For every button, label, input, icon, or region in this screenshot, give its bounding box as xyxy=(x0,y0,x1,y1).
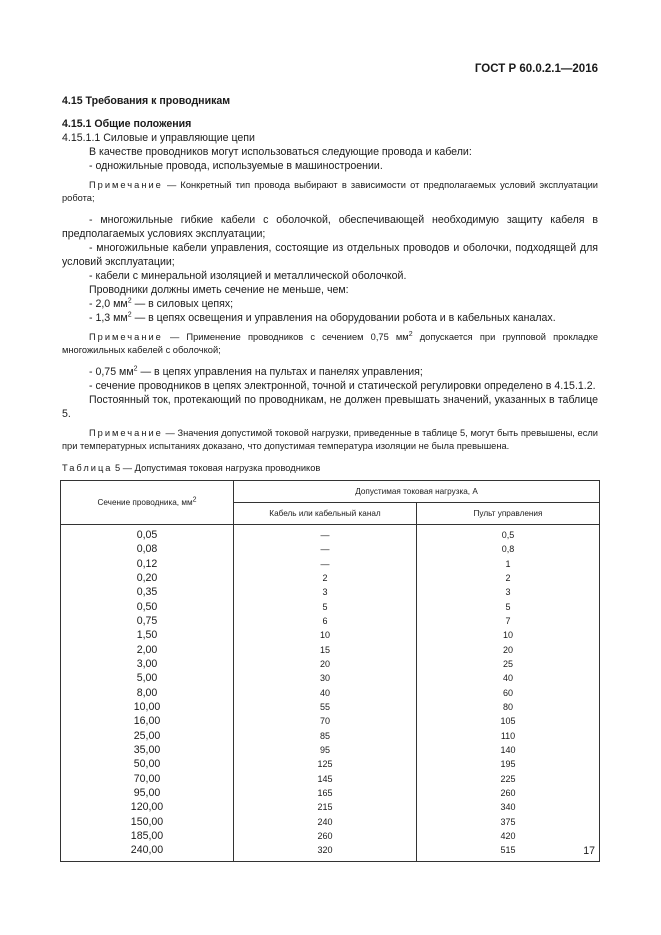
table-cell: 515 xyxy=(417,843,600,861)
note-text: — Конкретный тип провода выбирают в зависимости от предполагаемых условий эксплуатации робота; xyxy=(62,180,599,203)
table-cell: 85 xyxy=(234,729,417,743)
table-cell: 60 xyxy=(417,686,600,700)
table-cell: 145 xyxy=(234,772,417,786)
subsection-heading: 4.15.1 Общие положения xyxy=(62,118,192,130)
note xyxy=(62,179,598,205)
table-row xyxy=(61,585,600,599)
table-cell: 7 xyxy=(417,614,600,628)
table-row xyxy=(61,700,600,714)
table-cell: 30 xyxy=(234,671,417,685)
table-row xyxy=(61,772,600,786)
table-cell: 0,50 xyxy=(61,600,234,614)
table-cell: 340 xyxy=(417,800,600,814)
table-cell: 95 xyxy=(234,743,417,757)
table-cell: 2 xyxy=(417,571,600,585)
table-cell: 25,00 xyxy=(61,729,234,743)
table-row xyxy=(61,557,600,571)
document-id: ГОСТ Р 60.0.2.1—2016 xyxy=(474,63,598,75)
table-row xyxy=(61,671,600,685)
table-cell: 225 xyxy=(417,772,600,786)
table-cell: 105 xyxy=(417,714,600,728)
table-cell: 420 xyxy=(417,829,600,843)
table-cell: 70 xyxy=(234,714,417,728)
table-cell: 215 xyxy=(234,800,417,814)
note-label: Примечание xyxy=(89,180,163,190)
table-cell: 5 xyxy=(234,600,417,614)
table-cell: — xyxy=(234,525,417,543)
table-row xyxy=(61,542,600,556)
table-cell: 5,00 xyxy=(61,671,234,685)
column-group-header: Допустимая токовая нагрузка, А xyxy=(234,481,600,503)
table-row xyxy=(61,657,600,671)
current-load-table xyxy=(60,480,600,862)
table-row xyxy=(61,643,600,657)
table-cell: 10 xyxy=(417,628,600,642)
table-cell: 35,00 xyxy=(61,743,234,757)
table-cell: 10,00 xyxy=(61,700,234,714)
table-row xyxy=(61,686,600,700)
note-label: Примечание xyxy=(89,332,163,342)
table-row xyxy=(61,815,600,829)
table-cell: 240 xyxy=(234,815,417,829)
page-number: 17 xyxy=(583,845,595,857)
table-cell: 375 xyxy=(417,815,600,829)
page-content xyxy=(62,91,598,862)
table-cell: 125 xyxy=(234,757,417,771)
column-header-panel: Пульт управления xyxy=(417,503,600,525)
list-item: - сечение проводников в цепях электронной, точной и статической регулировки определено в 4.15.1.2. xyxy=(89,380,596,392)
table-cell: 140 xyxy=(417,743,600,757)
list-item: - кабели с минеральной изоляцией и металлической оболочкой. xyxy=(89,270,407,282)
table-cell: 5 xyxy=(417,600,600,614)
table-row xyxy=(61,843,600,861)
table-cell: 1 xyxy=(417,557,600,571)
list-item: - многожильные кабели управления, состоящие из отдельных проводов и оболочки, подходящей для условий эксплуатации; xyxy=(62,242,598,268)
paragraph: Проводники должны иметь сечение не меньше, чем: xyxy=(89,284,349,296)
table-cell: 260 xyxy=(417,786,600,800)
table-cell: 260 xyxy=(234,829,417,843)
table-cell: 10 xyxy=(234,628,417,642)
table-cell: 80 xyxy=(417,700,600,714)
table-row xyxy=(61,729,600,743)
list-item: - одножильные провода, используемые в машиностроении. xyxy=(89,160,383,172)
list-item: - 0,75 $мм^2$ — в цепях управления на пультах и панелях управления; xyxy=(89,365,423,378)
table-cell: 195 xyxy=(417,757,600,771)
paragraph: Постоянный ток, протекающий по проводникам, не должен превышать значений, указанных в таблице 5. xyxy=(62,394,598,420)
table-cell: 6 xyxy=(234,614,417,628)
table-cell: 70,00 xyxy=(61,772,234,786)
table-cell: 3 xyxy=(234,585,417,599)
list-item: - 1,3 $мм^2$ — в цепях освещения и управления на оборудовании робота и в кабельных каналах. xyxy=(89,311,556,324)
table-cell: 0,8 xyxy=(417,542,600,556)
table-cell: 20 xyxy=(234,657,417,671)
table-cell: 165 xyxy=(234,786,417,800)
table-cell: 150,00 xyxy=(61,815,234,829)
table-cell: 185,00 xyxy=(61,829,234,843)
table-cell: 2 xyxy=(234,571,417,585)
table-cell: 240,00 xyxy=(61,843,234,861)
table-cell: 50,00 xyxy=(61,757,234,771)
table-cell: — xyxy=(234,557,417,571)
table-cell: 40 xyxy=(417,671,600,685)
table-cell: 0,05 xyxy=(61,525,234,543)
table-cell: 0,08 xyxy=(61,542,234,556)
table-row xyxy=(61,743,600,757)
table-cell: 16,00 xyxy=(61,714,234,728)
paragraph: В качестве проводников могут использоваться следующие провода и кабели: xyxy=(89,146,472,158)
table-cell: 15 xyxy=(234,643,417,657)
note-text: — Значения допустимой токовой нагрузки, приведенные в таблице 5, могут быть превышены, если при температурных испытаниях доказано, что допустимая температура изоляции не была превышена. xyxy=(62,428,598,451)
table-cell: 120,00 xyxy=(61,800,234,814)
table-row xyxy=(61,714,600,728)
table-row xyxy=(61,525,600,543)
table-caption: Таблица 5 — Допустимая токовая нагрузка проводников xyxy=(62,463,321,473)
table-row xyxy=(61,628,600,642)
column-header-cable: Кабель или кабельный канал xyxy=(234,503,417,525)
section-heading: 4.15 Требования к проводникам xyxy=(62,95,231,107)
table-row xyxy=(61,614,600,628)
table-cell: 95,00 xyxy=(61,786,234,800)
list-item: - многожильные гибкие кабели с оболочкой, обеспечивающей необходимую защиту кабеля в предполагаемых условиях эксплуатации; xyxy=(62,214,598,240)
table-cell: 55 xyxy=(234,700,417,714)
table-row xyxy=(61,786,600,800)
table-cell: 40 xyxy=(234,686,417,700)
table-cell: 1,50 xyxy=(61,628,234,642)
table-cell: 20 xyxy=(417,643,600,657)
table-cell: 0,5 xyxy=(417,525,600,543)
note-label: Примечание xyxy=(89,428,163,438)
column-header-section: Сечение проводника, $мм^2$ xyxy=(61,481,234,525)
table-row xyxy=(61,757,600,771)
table-cell: 110 xyxy=(417,729,600,743)
note xyxy=(62,427,598,453)
table-cell: — xyxy=(234,542,417,556)
table-row xyxy=(61,600,600,614)
table-cell: 0,20 xyxy=(61,571,234,585)
table-cell: 320 xyxy=(234,843,417,861)
table-cell: 8,00 xyxy=(61,686,234,700)
table-cell: 3 xyxy=(417,585,600,599)
table-row xyxy=(61,571,600,585)
paragraph: 4.15.1.1 Силовые и управляющие цепи xyxy=(62,132,255,144)
table-cell: 0,35 xyxy=(61,585,234,599)
table-row xyxy=(61,829,600,843)
note: Примечание — Применение проводников с сечением 0,75 $мм^2$ допускается при групповой прокладке многожильных кабелей с оболочкой; xyxy=(62,330,598,355)
table-cell: 25 xyxy=(417,657,600,671)
table-cell: 0,75 xyxy=(61,614,234,628)
table-cell: 3,00 xyxy=(61,657,234,671)
table-row xyxy=(61,800,600,814)
list-item: - 2,0 $мм^2$ — в силовых цепях; xyxy=(89,297,234,310)
table-cell: 0,12 xyxy=(61,557,234,571)
table-cell: 2,00 xyxy=(61,643,234,657)
